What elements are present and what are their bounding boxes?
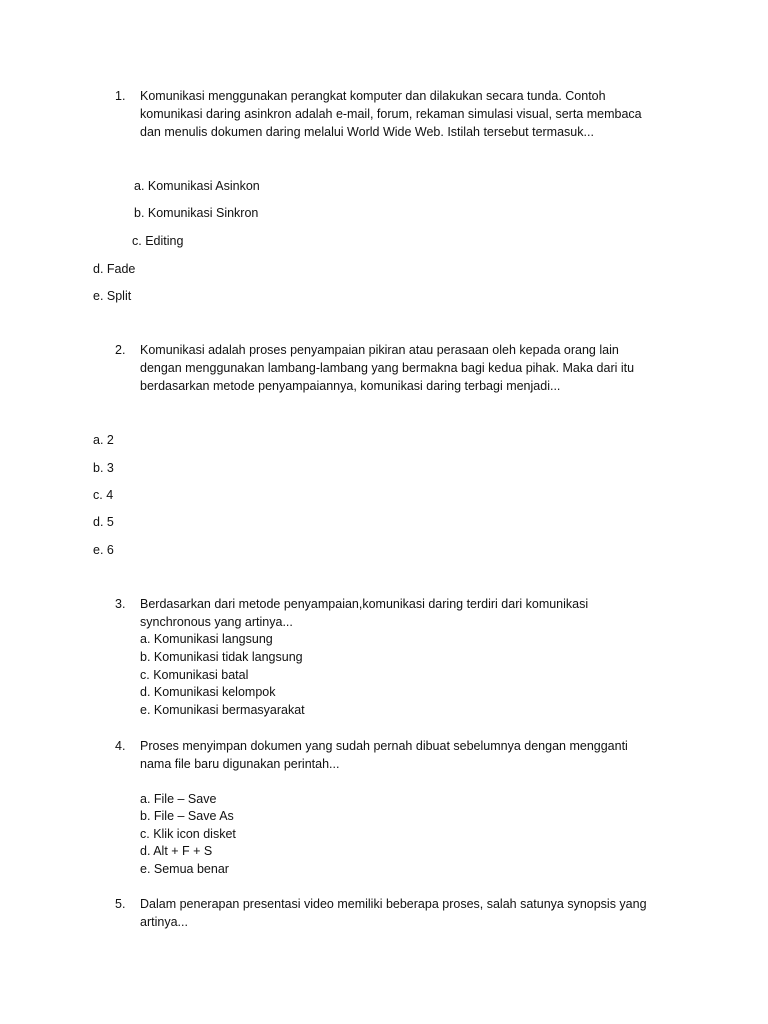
answer-option: c. Editing [132, 234, 184, 248]
question-number: 5. [115, 897, 126, 911]
answer-option: e. Komunikasi bermasyarakat [140, 703, 305, 717]
answer-option: b. Komunikasi Sinkron [134, 206, 259, 220]
answer-option: d. Fade [93, 262, 136, 276]
answer-option: c. 4 [93, 488, 114, 502]
answer-option: e. Split [93, 289, 132, 303]
question-number: 4. [115, 739, 126, 753]
answer-option: a. File – Save [140, 792, 217, 806]
question-text-line: artinya... [140, 915, 188, 929]
answer-option: a. 2 [93, 433, 114, 447]
question-number: 1. [115, 89, 126, 103]
question-text-line: Berdasarkan dari metode penyampaian,komunikasi daring terdiri dari komunikasi [140, 597, 589, 611]
answer-option: c. Komunikasi batal [140, 668, 249, 682]
question-text-line: komunikasi daring asinkron adalah e-mail, forum, rekaman simulasi visual, serta membaca [140, 107, 642, 121]
answer-option: d. Alt + F + S [140, 844, 213, 858]
answer-option: a. Komunikasi langsung [140, 632, 273, 646]
question-text-line: Komunikasi adalah proses penyampaian pikiran atau perasaan oleh kepada orang lain [140, 343, 619, 357]
answer-option: b. File – Save As [140, 809, 234, 823]
question-text-line: dan menulis dokumen daring melalui World Wide Web. Istilah tersebut termasuk... [140, 125, 594, 139]
question-number: 3. [115, 597, 126, 611]
question-text-line: dengan menggunakan lambang-lambang yang bermakna bagi kedua pihak. Maka dari itu [140, 361, 635, 375]
answer-option: b. 3 [93, 461, 114, 475]
question-text-line: berdasarkan metode penyampaiannya, komunikasi daring terbagi menjadi... [140, 379, 561, 393]
question-text-line: Proses menyimpan dokumen yang sudah pernah dibuat sebelumnya dengan mengganti [140, 739, 628, 753]
question-text-line: Komunikasi menggunakan perangkat komputer dan dilakukan secara tunda. Contoh [140, 89, 606, 103]
answer-option: b. Komunikasi tidak langsung [140, 650, 303, 664]
question-text-line: nama file baru digunakan perintah... [140, 757, 340, 771]
answer-option: d. 5 [93, 515, 114, 529]
answer-option: a. Komunikasi Asinkon [134, 179, 260, 193]
answer-option: e. Semua benar [140, 862, 229, 876]
question-text-line: Dalam penerapan presentasi video memiliki beberapa proses, salah satunya synopsis yang [140, 897, 647, 911]
answer-option: c. Klik icon disket [140, 827, 236, 841]
question-number: 2. [115, 343, 126, 357]
answer-option: d. Komunikasi kelompok [140, 685, 276, 699]
question-text-line: synchronous yang artinya... [140, 615, 293, 629]
answer-option: e. 6 [93, 543, 114, 557]
